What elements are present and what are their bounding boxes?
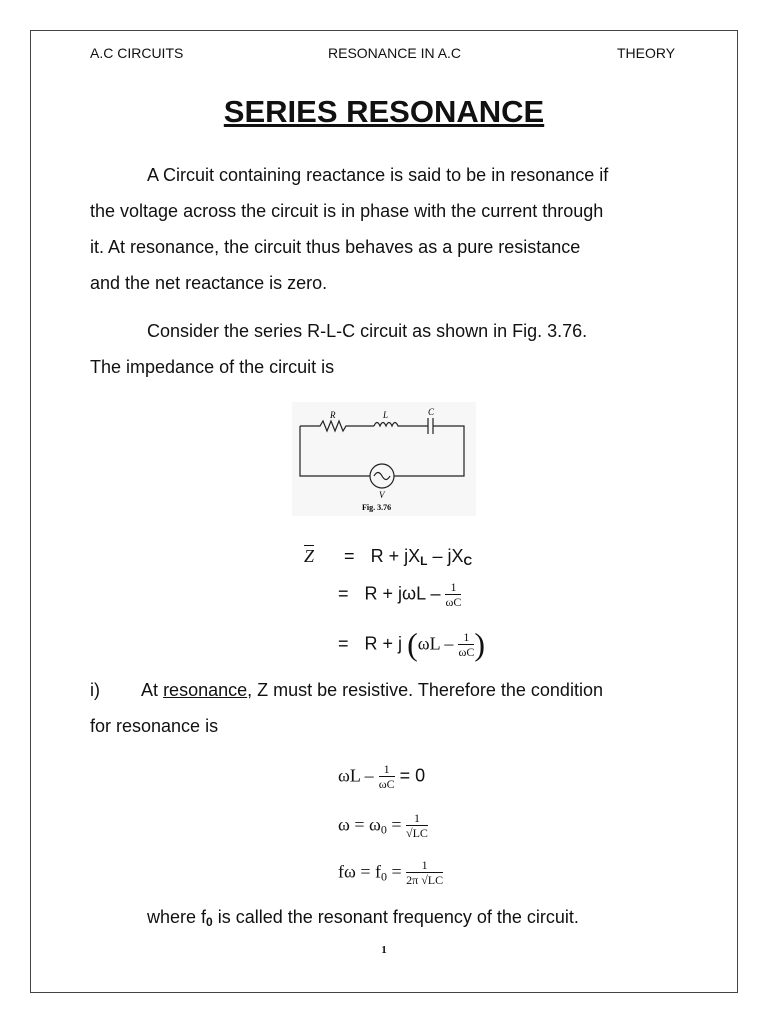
header-left: A.C CIRCUITS xyxy=(90,45,184,61)
res-eq2-sub: 0 xyxy=(380,822,387,837)
frac-num-2: 1 xyxy=(458,630,474,645)
res-eq2-b: = xyxy=(386,814,407,835)
equals-2: = xyxy=(338,583,349,604)
para1-line2: the voltage across the circuit is in phase with the current through xyxy=(90,201,604,221)
res-frac3-num: 1 xyxy=(406,858,443,873)
label-v: V xyxy=(379,490,385,500)
para1-line4: and the net reactance is zero. xyxy=(90,273,328,293)
res-eq2-a: ω = ω xyxy=(338,814,381,835)
res-fraction-1 xyxy=(379,762,395,791)
res-frac3-den: 2π √LC xyxy=(406,873,444,887)
where-a: where f xyxy=(147,907,207,927)
paragraph-intro xyxy=(90,157,680,301)
res-frac2-den: √LC xyxy=(406,826,428,840)
eq1-sub-l: L xyxy=(420,554,428,568)
eq1-part-b: – jX xyxy=(427,546,464,566)
frac-den: ωC xyxy=(445,595,462,609)
equals-3: = xyxy=(338,633,349,654)
header-center: RESONANCE IN A.C xyxy=(328,45,462,61)
rlc-circuit-figure xyxy=(292,402,476,516)
paragraph-consider xyxy=(90,313,680,385)
eq1-part-a: R + jX xyxy=(370,546,421,566)
where-line xyxy=(147,907,579,929)
condition-rest: , Z must be resistive. Therefore the condition xyxy=(247,680,603,700)
res-frac1-num: 1 xyxy=(379,762,395,777)
res-fraction-2 xyxy=(406,811,428,840)
res-eq1-a: ωL – xyxy=(338,765,374,786)
resonance-underlined: resonance xyxy=(163,680,248,700)
res-frac1-den: ωC xyxy=(378,777,395,791)
eq3-part-a: R + j xyxy=(364,633,403,654)
frac-den-2: ωC xyxy=(458,645,475,659)
resonance-eq-3 xyxy=(338,858,443,887)
condition-at: At xyxy=(141,680,159,700)
label-r: R xyxy=(330,410,336,420)
equals-1: = xyxy=(344,546,355,566)
left-paren: ( xyxy=(407,626,418,662)
condition-line2: for resonance is xyxy=(90,716,219,736)
res-eq1-b: = 0 xyxy=(399,765,426,786)
where-sub: 0 xyxy=(206,915,213,929)
label-l: L xyxy=(383,410,389,420)
where-b: is called the resonant frequency of the circuit. xyxy=(212,907,579,927)
eq1-sub-c: C xyxy=(463,554,473,568)
fraction-1-over-wc-2 xyxy=(458,630,474,659)
resonance-eq-2 xyxy=(338,811,428,840)
page-number: 1 xyxy=(381,944,387,956)
right-paren: ) xyxy=(474,626,485,662)
eq2-part-a: R + jωL – xyxy=(364,583,441,604)
para1-line3: it. At resonance, the circuit thus behaves as a pure resistance xyxy=(90,237,581,257)
para2-line1: Consider the series R-L-C circuit as shown in Fig. 3.76. xyxy=(147,321,588,341)
z-symbol: $\overline{Z}$ xyxy=(304,546,315,566)
impedance-eq-3 xyxy=(338,626,485,663)
impedance-eq-2 xyxy=(338,580,461,609)
label-c: C xyxy=(428,407,435,417)
fraction-1-over-wc xyxy=(445,580,461,609)
res-frac2-num: 1 xyxy=(406,811,428,826)
frac-num: 1 xyxy=(445,580,461,595)
impedance-eq-1 xyxy=(304,546,472,568)
resonance-eq-1 xyxy=(338,762,425,791)
list-marker: i) xyxy=(90,680,100,700)
para1-line1: A Circuit containing reactance is said to be in resonance if xyxy=(147,165,609,185)
header-right: THEORY xyxy=(617,45,676,61)
res-eq3-a: fω = f xyxy=(338,861,381,882)
condition-line1 xyxy=(90,672,680,708)
res-eq3-sub: 0 xyxy=(381,869,387,884)
eq3-part-b: ωL – xyxy=(417,633,454,654)
res-eq3-b: = xyxy=(387,861,407,882)
figure-caption: Fig. 3.76 xyxy=(362,503,392,512)
res-fraction-3 xyxy=(406,858,443,887)
para2-line2: The impedance of the circuit is xyxy=(90,357,335,377)
paragraph-condition xyxy=(90,672,680,744)
page-title: SERIES RESONANCE xyxy=(223,94,545,129)
